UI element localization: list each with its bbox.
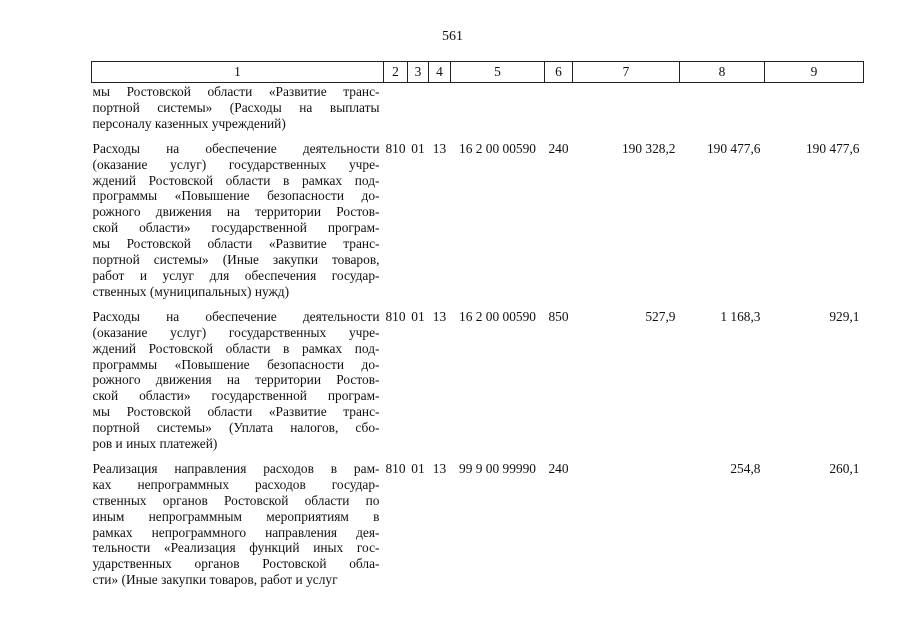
amount-year-2 (680, 83, 765, 132)
description-line: мы Ростовской области «Развитие транс- (92, 84, 380, 99)
description-line: Расходы на обеспечение деятельности (92, 140, 380, 156)
budget-table (91, 61, 864, 588)
amount-year-3: 929,1 (829, 308, 860, 324)
table-body (92, 83, 864, 589)
row-description (92, 83, 384, 132)
section-code: 01 (411, 140, 425, 156)
description-line: ственных (муниципальных) нужд) (92, 283, 290, 299)
subsection-code: 13 (432, 460, 447, 476)
ministry-code (384, 83, 408, 132)
description-line: (оказание услуг) государственных учре- (92, 324, 380, 340)
target-article-code: 16 2 00 00590 (459, 140, 536, 156)
amount-year-2: 254,8 (730, 460, 761, 476)
description-line: Реализация направления расходов в рам- (92, 460, 380, 476)
row-description (92, 132, 384, 300)
table-row (92, 83, 864, 132)
amount-year-1: 527,9 (645, 308, 676, 324)
page-number: 561 (442, 29, 463, 44)
header-col-2: 2 (384, 62, 408, 83)
description-line: рожного движения на территории Ростов- (92, 204, 380, 220)
description-line: сти» (Иные закупки товаров, работ и услуг (92, 572, 338, 588)
description-line: ждений Ростовской области в рамках под- (92, 172, 380, 188)
description-line: иным непрограммным мероприятиям в (92, 508, 380, 524)
expense-type-code: 850 (548, 308, 569, 324)
amount-year-2: 190 477,6 (706, 140, 761, 156)
table-row (92, 452, 864, 588)
description-line: Расходы на обеспечение деятельности (92, 308, 380, 324)
description-line: рамках непрограммного направления дея- (92, 524, 380, 540)
table-row (92, 300, 864, 452)
header-col-4: 4 (429, 62, 451, 83)
subsection-code: 13 (432, 308, 447, 324)
header-col-6: 6 (545, 62, 573, 83)
ministry-code: 810 (385, 308, 406, 324)
header-col-1: 1 (92, 62, 384, 83)
description-line: (оказание услуг) государственных учре- (92, 156, 380, 172)
description-line: ской области» государственной програм- (92, 388, 380, 404)
description-line: мы Ростовской области «Развитие транс- (92, 236, 380, 252)
expense-type-code (545, 83, 573, 132)
header-row (92, 62, 864, 83)
description-line: ждений Ростовской области в рамках под- (92, 340, 380, 356)
description-line: портной системы» (Уплата налогов, сбо- (92, 420, 380, 436)
amount-year-1: 190 328,2 (621, 140, 676, 156)
target-article-code: 99 9 00 99990 (459, 460, 536, 476)
header-col-3: 3 (408, 62, 429, 83)
description-line: мы Ростовской области «Развитие транс- (92, 404, 380, 420)
section-code (408, 83, 429, 132)
description-line: рожного движения на территории Ростов- (92, 372, 380, 388)
ministry-code: 810 (385, 460, 406, 476)
description-line: ской области» государственной програм- (92, 220, 380, 236)
expense-type-code: 240 (548, 140, 569, 156)
amount-year-1 (573, 452, 680, 588)
section-code: 01 (411, 308, 425, 324)
section-code: 01 (411, 460, 425, 476)
description-line: ках непрограммных расходов государ- (92, 476, 380, 492)
row-description (92, 452, 384, 588)
description-line: работ и услуг для обеспечения государ- (92, 267, 380, 283)
header-col-8: 8 (680, 62, 765, 83)
description-line: портной системы» (Иные закупки товаров, (92, 252, 380, 268)
description-line: тельности «Реализация функций иных гос- (92, 540, 380, 556)
row-description (92, 300, 384, 452)
target-article-code: 16 2 00 00590 (459, 308, 536, 324)
header-col-7: 7 (573, 62, 680, 83)
amount-year-3 (765, 83, 864, 132)
subsection-code: 13 (432, 140, 447, 156)
header-col-5: 5 (451, 62, 545, 83)
amount-year-3: 190 477,6 (805, 140, 860, 156)
ministry-code: 810 (385, 140, 406, 156)
subsection-code (429, 83, 451, 132)
amount-year-2: 1 168,3 (720, 308, 761, 324)
description-line: ударственных органов Ростовской обла- (92, 556, 380, 572)
amount-year-1 (573, 83, 680, 132)
description-line: ственных органов Ростовской области по (92, 492, 380, 508)
description-line: ров и иных платежей) (92, 436, 218, 452)
description-line: программы «Повышение безопасности до- (92, 356, 380, 372)
description-line: портной системы» (Расходы на выплаты (92, 99, 380, 115)
description-line: персоналу казенных учреждений) (92, 115, 286, 131)
target-article-code (451, 83, 545, 132)
header-col-9: 9 (765, 62, 864, 83)
table-row (92, 132, 864, 300)
amount-year-3: 260,1 (829, 460, 860, 476)
description-line: программы «Повышение безопасности до- (92, 188, 380, 204)
expense-type-code: 240 (548, 460, 569, 476)
